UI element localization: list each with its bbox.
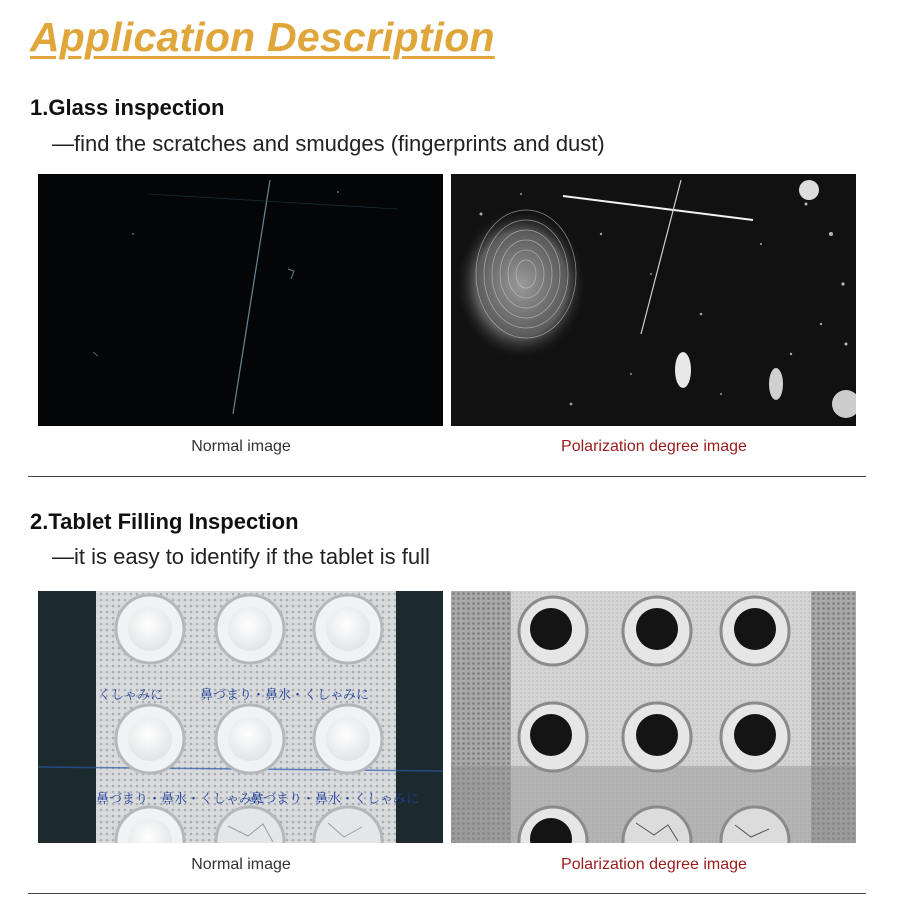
blister-print-text: 鼻づまり・鼻水・くしゃみに [200, 688, 370, 703]
tablet-normal-image [38, 591, 443, 843]
glass-normal-image [38, 174, 443, 426]
section-1-title: 1.Glass inspection [30, 95, 225, 120]
section-2-title: 2.Tablet Filling Inspection [30, 509, 299, 534]
glass-polarization-caption: Polarization degree image [561, 438, 747, 455]
blister-print-text: 鼻づまり・鼻水・くしゃみに [96, 792, 266, 807]
tablet-polarization-image [451, 591, 856, 843]
blister-print-text: くしゃみに [98, 688, 164, 703]
blister-print-text: 鼻づまり・鼻水・くしゃみに [250, 792, 420, 807]
section-2-subtitle: —it is easy to identify if the tablet is full [52, 544, 430, 569]
section-divider [28, 893, 866, 894]
section-1-subtitle: —find the scratches and smudges (fingerprints and dust) [52, 131, 605, 156]
section-divider [28, 476, 866, 477]
tablet-normal-caption: Normal image [191, 856, 291, 873]
glass-polarization-image [451, 174, 856, 426]
page-title: Application Description [30, 14, 495, 60]
glass-normal-caption: Normal image [191, 438, 291, 455]
tablet-polarization-caption: Polarization degree image [561, 856, 747, 873]
